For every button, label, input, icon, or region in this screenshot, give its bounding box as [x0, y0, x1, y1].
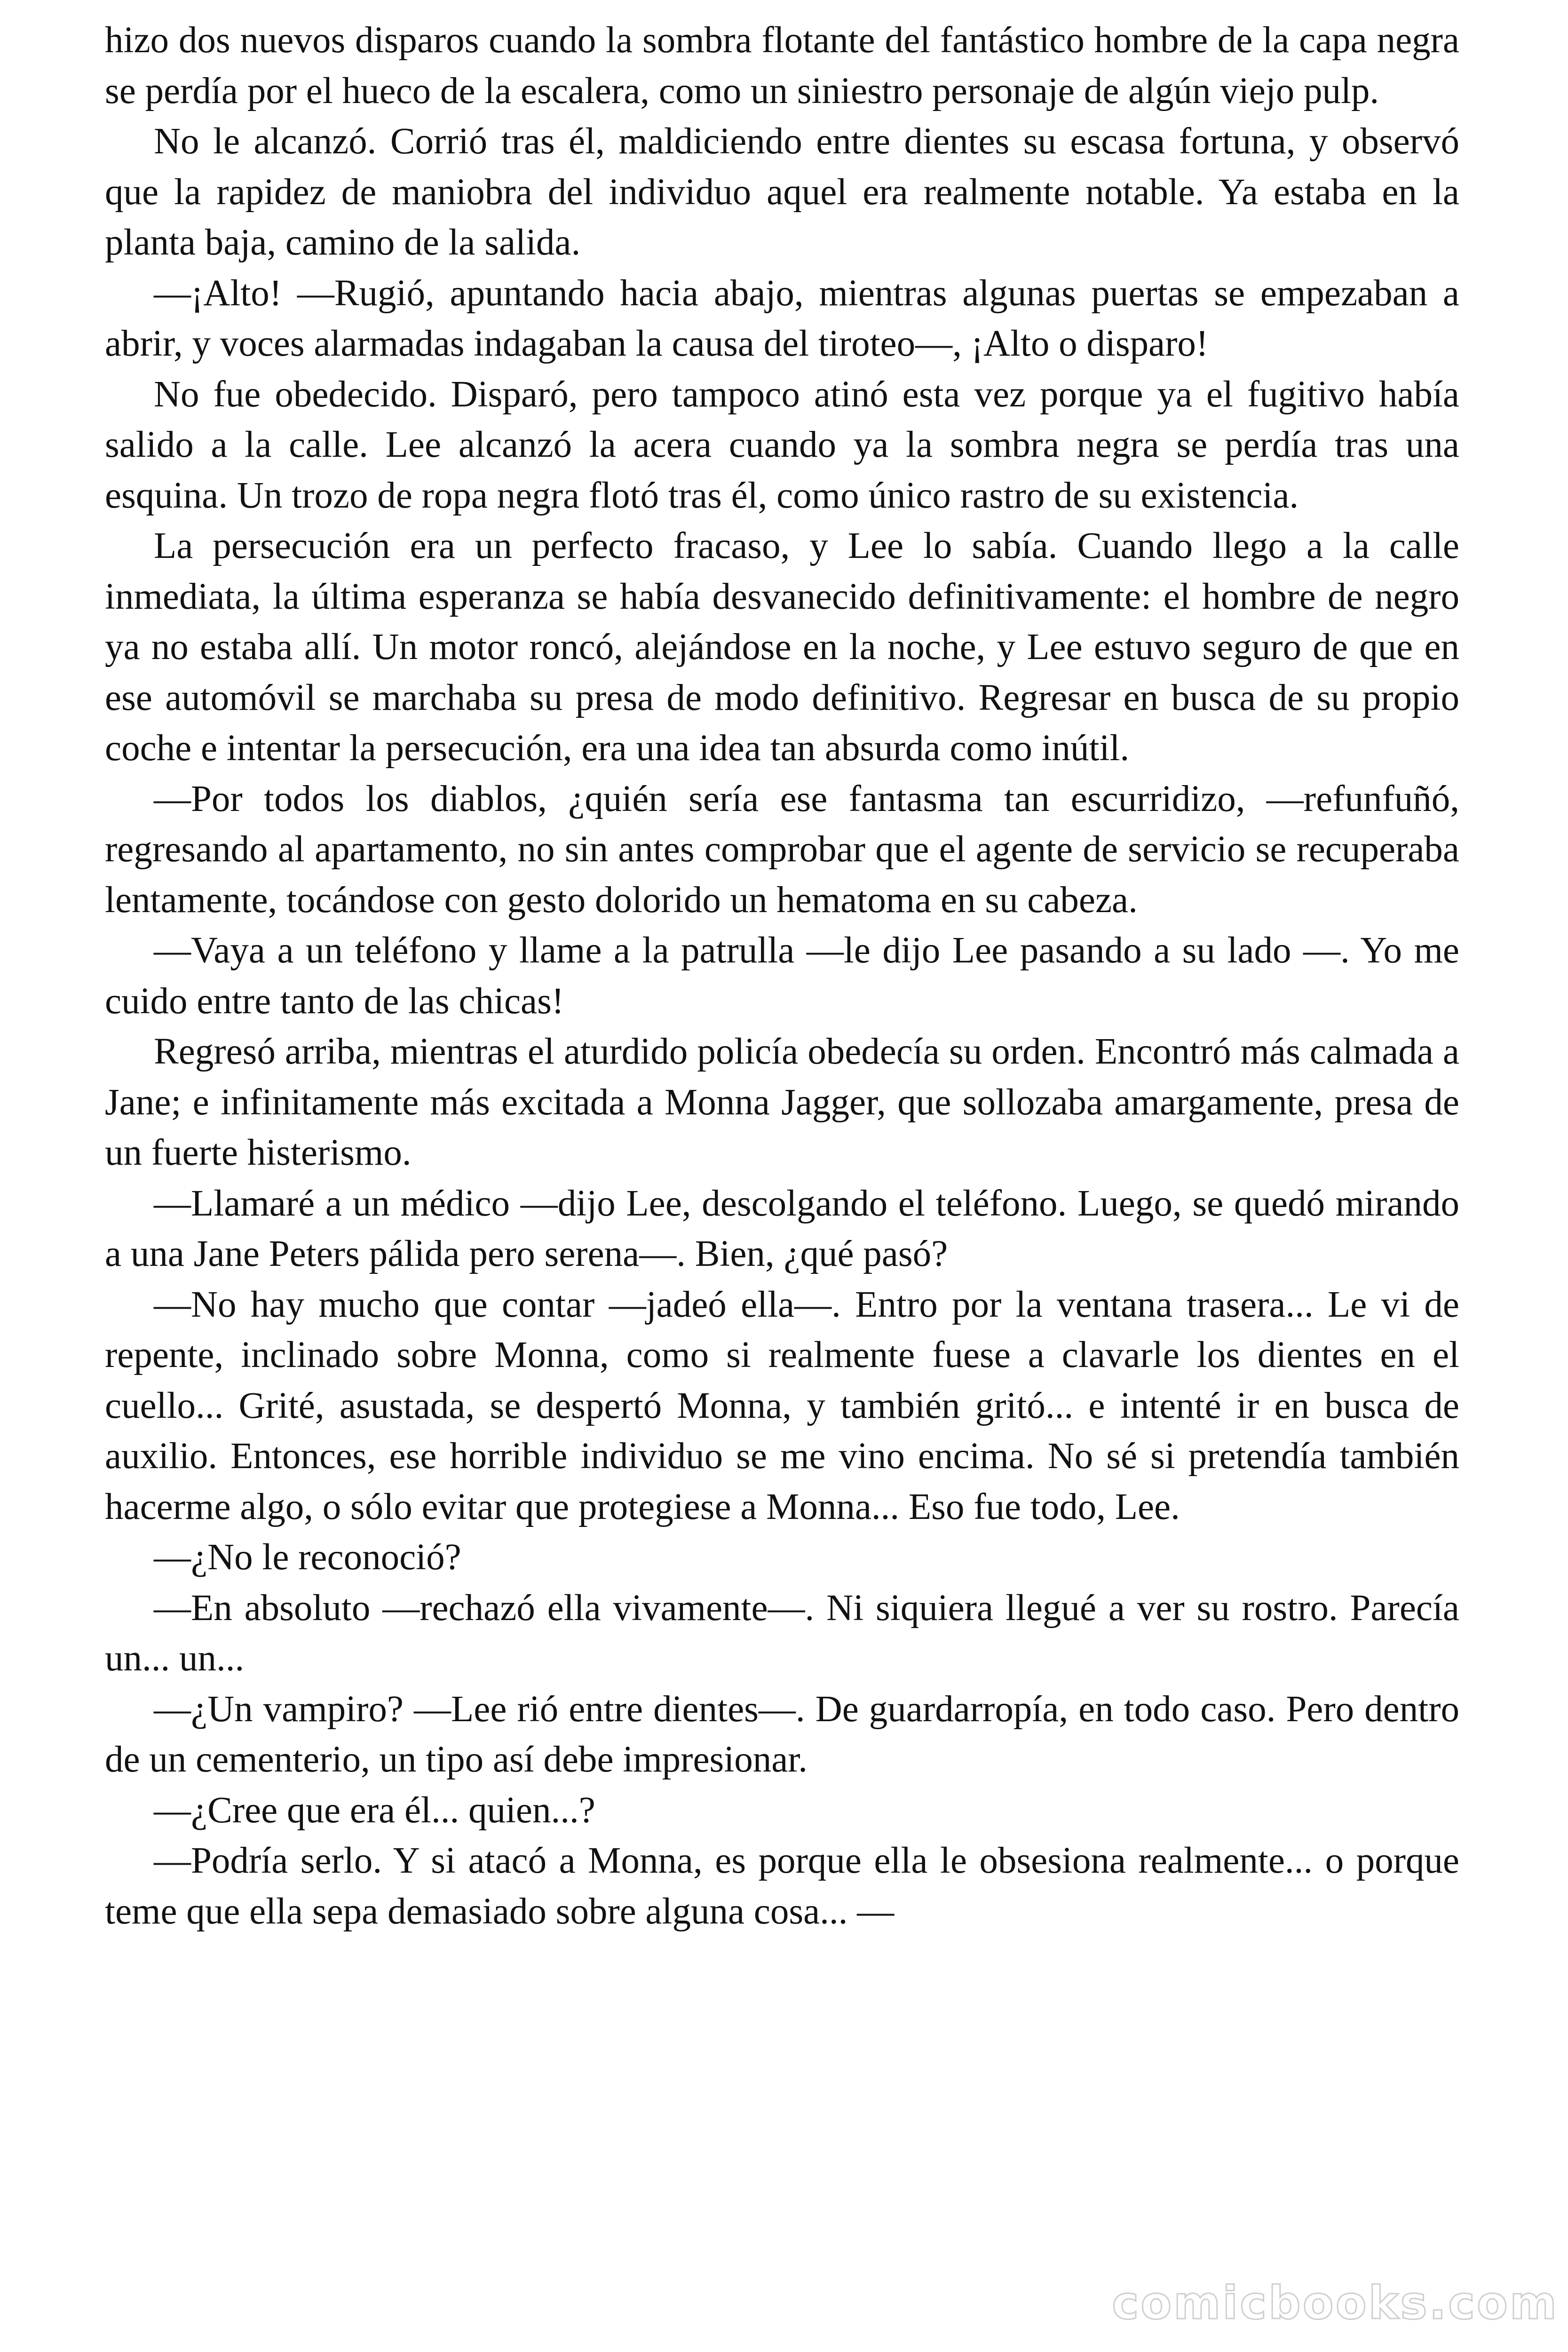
paragraph: No fue obedecido. Disparó, pero tampoco atinó esta vez porque ya el fugitivo había salido a la calle. Lee alcanzó la acera cuando ya la sombra negra se perdía tras una esquina. Un trozo de ropa negra flotó tras él, como único rastro de su existencia.: [105, 373, 1459, 516]
paragraph: hizo dos nuevos disparos cuando la sombra flotante del fantástico hombre de la capa negra se perdía por el hueco de la escalera, como un siniestro personaje de algún viejo pulp.: [105, 20, 1459, 111]
paragraph: Regresó arriba, mientras el aturdido policía obedecía su orden. Encontró más calmada a Jane; e infinitamente más excitada a Monna Jagger, que sollozaba amargamente, presa de un fuerte histerismo.: [105, 1031, 1459, 1173]
paragraph: —En absoluto —rechazó ella vivamente—. Ni siquiera llegué a ver su rostro. Parecía un... un...: [105, 1587, 1459, 1679]
paragraph: —No hay mucho que contar —jadeó ella—. Entro por la ventana trasera... Le vi de repente, inclinado sobre Monna, como si realmente fuese a clavarle los dientes en el cuello... Grité, asustada, se despertó Monna, y también gritó... e intenté ir en busca de auxilio. Entonces, ese horrible individuo se me vino encima. No sé si pretendía también hacerme algo, o sólo evitar que protegiese a Monna... Eso fue todo, Lee.: [105, 1284, 1459, 1527]
paragraph: La persecución era un perfecto fracaso, y Lee lo sabía. Cuando llego a la calle inmediata, la última esperanza se había desvanecido definitivamente: el hombre de negro ya no estaba allí. Un motor roncó, alejándose en la noche, y Lee estuvo seguro de que en ese automóvil se marchaba su presa de modo definitivo. Regresar en busca de su propio coche e intentar la persecución, era una idea tan absurda como inútil.: [105, 525, 1459, 769]
paragraph: —Llamaré a un médico —dijo Lee, descolgando el teléfono. Luego, se quedó mirando a una Jane Peters pálida pero serena—. Bien, ¿qué pasó?: [105, 1183, 1459, 1274]
paragraph: No le alcanzó. Corrió tras él, maldiciendo entre dientes su escasa fortuna, y observó que la rapidez de maniobra del individuo aquel era realmente notable. Ya estaba en la planta baja, camino de la salida.: [105, 121, 1459, 263]
paragraph: —Por todos los diablos, ¿quién sería ese fantasma tan escurridizo, —refunfuñó, regresando al apartamento, no sin antes comprobar que el agente de servicio se recuperaba lentamente, tocándose con gesto dolorido un hematoma en su cabeza.: [105, 778, 1459, 921]
paragraph: —¿Cree que era él... quien...?: [154, 1789, 595, 1831]
paragraph: —¡Alto! —Rugió, apuntando hacia abajo, mientras algunas puertas se empezaban a abrir, y voces alarmadas indagaban la causa del tiroteo—, ¡Alto o disparo!: [105, 272, 1459, 364]
paragraph: —¿Un vampiro? —Lee rió entre dientes—. De guardarropía, en todo caso. Pero dentro de un cementerio, un tipo así debe impresionar.: [105, 1688, 1459, 1780]
paragraph: —Podría serlo. Y si atacó a Monna, es porque ella le obsesiona realmente... o porque teme que ella sepa demasiado sobre alguna cosa... —: [105, 1840, 1459, 1932]
paragraph: —¿No le reconoció?: [154, 1537, 461, 1578]
paragraph: —Vaya a un teléfono y llame a la patrulla —le dijo Lee pasando a su lado —. Yo me cuido entre tanto de las chicas!: [105, 930, 1459, 1022]
body-text: [105, 15, 1459, 1937]
watermark: comicbooks.com: [1112, 2277, 1559, 2329]
